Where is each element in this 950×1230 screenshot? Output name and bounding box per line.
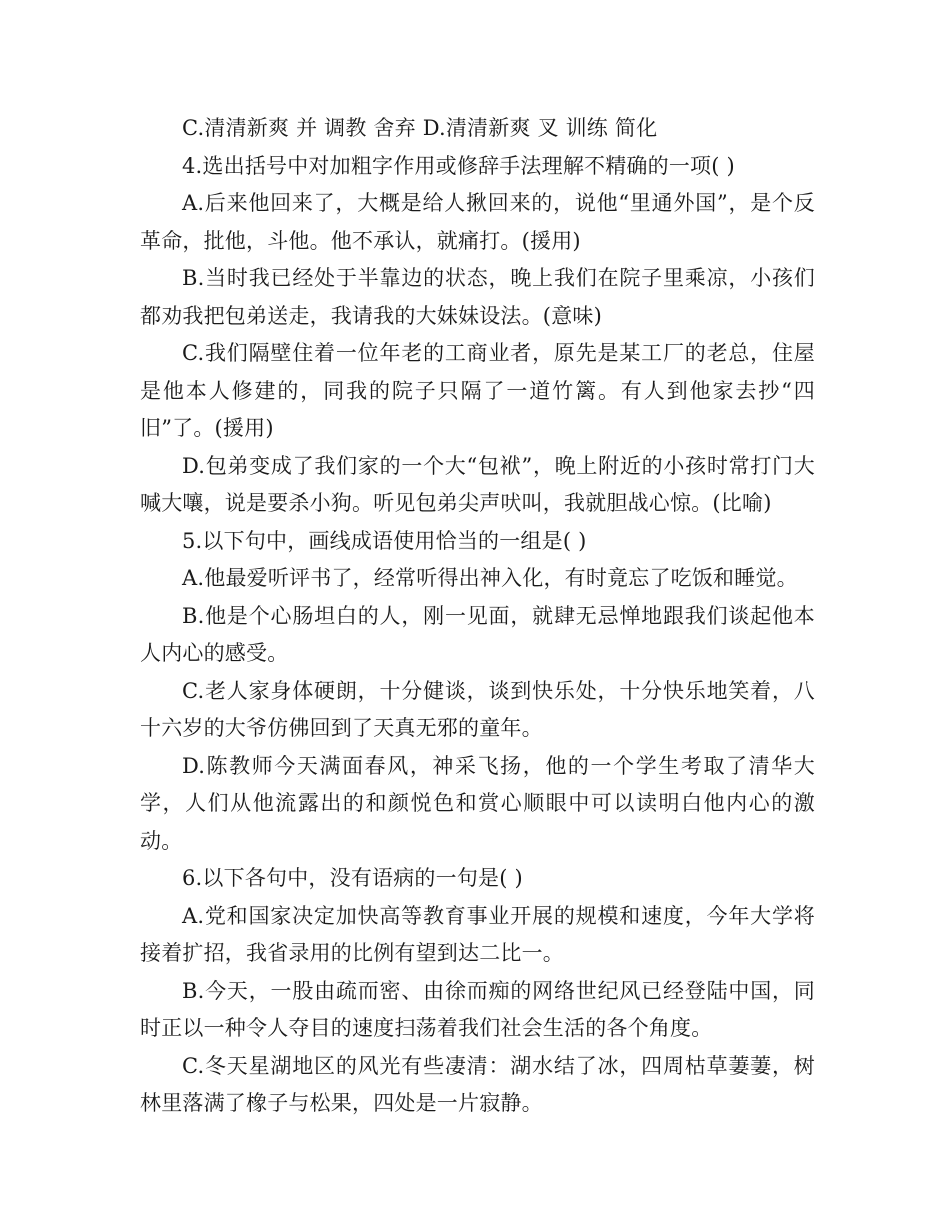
question-6-option-a: A.党和国家决定加快高等教育事业开展的规模和速度，今年大学将接着扩招，我省录用的比例有望到达二比一。 bbox=[140, 903, 815, 965]
question-5-option-a: A.他最爱听评书了，经常听得出神入化，有时竟忘了吃饭和睡觉。 bbox=[182, 566, 798, 590]
question-5-option-b: B.他是个心肠坦白的人，刚一见面，就肆无忌惮地跟我们谈起他本人内心的感受。 bbox=[140, 603, 815, 665]
question-6: 6.以下各句中，没有语病的一句是( ) bbox=[182, 866, 523, 890]
question-4-option-d: D.包弟变成了我们家的一个大“包袱”，晚上附近的小孩时常打门大喊大嚷，说是要杀小狗。听见包弟尖声吠叫，我就胆战心惊。(比喻) bbox=[140, 453, 815, 515]
question-5-option-d: D.陈教师今天满面春风，神采飞扬，他的一个学生考取了清华大学，人们从他流露出的和颜悦色和赏心顺眼中可以读明白他内心的激动。 bbox=[140, 753, 815, 853]
question-4-option-b: B.当时我已经处于半靠边的状态，晚上我们在院子里乘凉，小孩们都劝我把包弟送走，我请我的大妹妹设法。(意味) bbox=[140, 266, 815, 328]
question-6-option-c: C.冬天星湖地区的风光有些凄清：湖水结了冰，四周枯草萋萋，树林里落满了橡子与松果，四处是一片寂静。 bbox=[140, 1053, 815, 1115]
question-5-option-c: C.老人家身体硬朗，十分健谈，谈到快乐处，十分快乐地笑着，八十六岁的大爷仿佛回到了天真无邪的童年。 bbox=[140, 678, 815, 740]
question-5: 5.以下句中，画线成语使用恰当的一组是( ) bbox=[182, 528, 587, 553]
question-4-option-c: C.我们隔壁住着一位年老的工商业者，原先是某工厂的老总，住屋是他本人修建的，同我的院子只隔了一道竹篱。有人到他家去抄“四旧”了。(援用) bbox=[140, 341, 815, 440]
question-4: 4.选出括号中对加粗字作用或修辞手法理解不精确的一项( ) bbox=[182, 153, 735, 178]
document-body bbox=[140, 110, 815, 1123]
question-6-option-b: B.今天，一股由疏而密、由徐而痴的网络世纪风已经登陆中国，同时正以一种令人夺目的速度扫荡着我们社会生活的各个角度。 bbox=[140, 978, 815, 1040]
question-4-option-a: A.后来他回来了，大概是给人揪回来的，说他“里通外国”，是个反革命，批他，斗他。他不承认，就痛打。(援用) bbox=[140, 191, 815, 253]
option-line-c-d: C.清清新爽 并 调教 舍弃 D.清清新爽 叉 训练 简化 bbox=[182, 116, 658, 140]
